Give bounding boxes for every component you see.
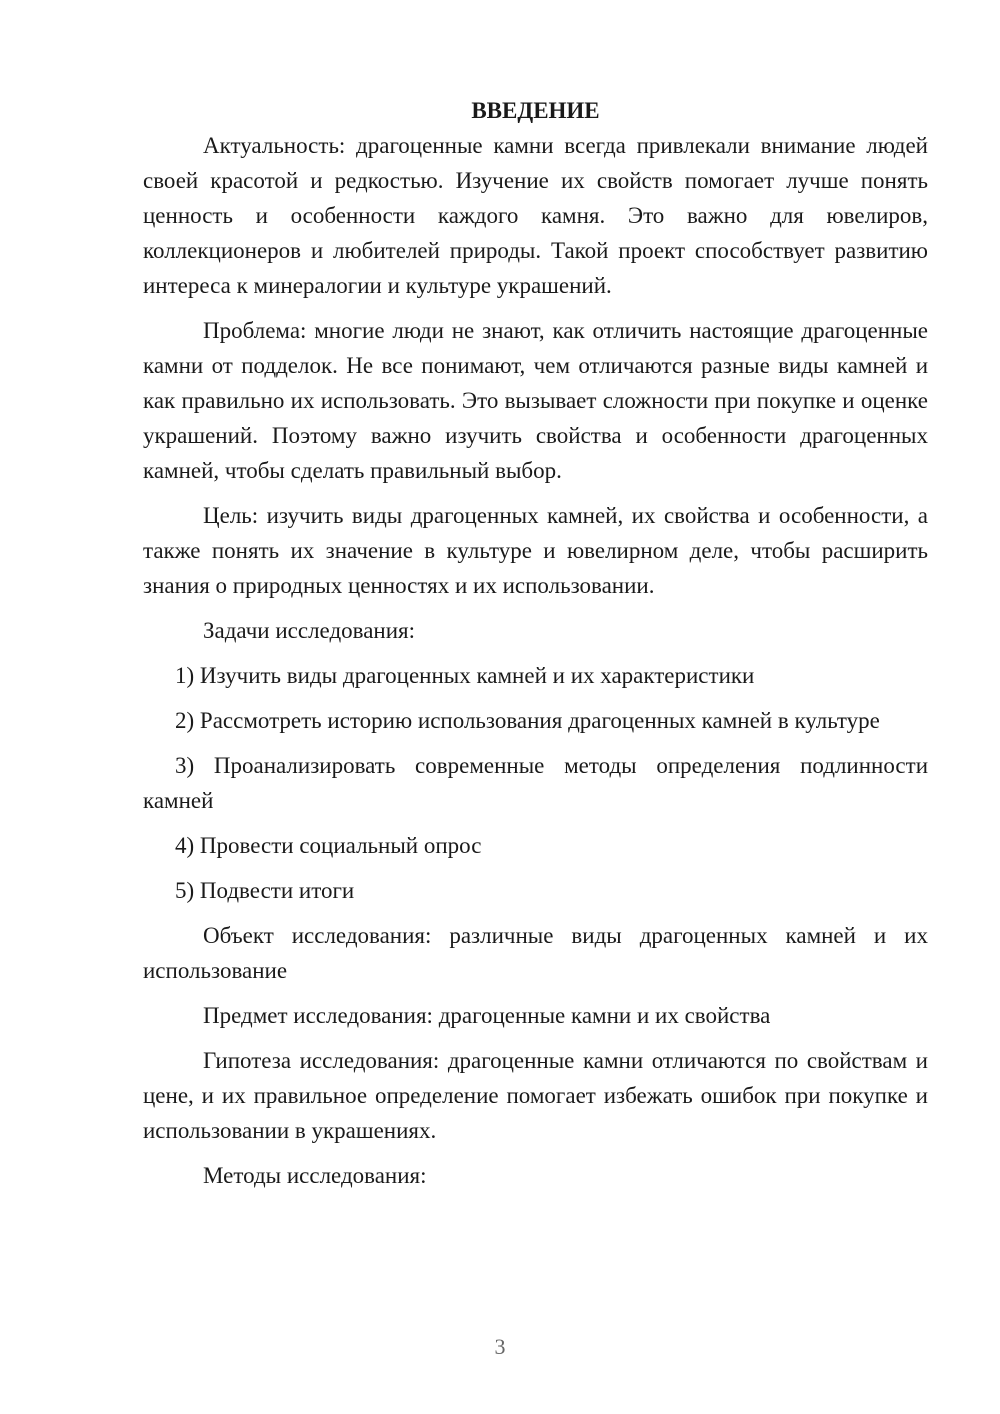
paragraph-subject: Предмет исследования: драгоценные камни и их свойства	[203, 1003, 771, 1028]
methods-heading: Методы исследования:	[203, 1163, 427, 1188]
paragraph-goal: Цель: изучить виды драгоценных камней, их свойства и особенности, а также понять их значение в культуре и ювелирном деле, чтобы расширить знания о природных ценностях и их использовании.	[143, 503, 928, 598]
page-title: ВВЕДЕНИЕ	[471, 98, 600, 123]
paragraph-object: Объект исследования: различные виды драгоценных камней и их использование	[143, 923, 928, 983]
paragraph-problem: Проблема: многие люди не знают, как отличить настоящие драгоценные камни от подделок. Не все понимают, чем отличаются разные виды камней и как правильно их использовать. Это вызывает сложности при покупке и оценке украшений. Поэтому важно изучить свойства и особенности драгоценных камней, чтобы сделать правильный выбор.	[143, 318, 928, 483]
task-item-4: 4) Провести социальный опрос	[175, 833, 482, 858]
paragraph-hypothesis: Гипотеза исследования: драгоценные камни отличаются по свойствам и цене, и их правильное определение помогает избежать ошибок при покупке и использовании в украшениях.	[143, 1048, 928, 1143]
tasks-heading: Задачи исследования:	[203, 618, 416, 643]
page-content	[143, 96, 928, 1203]
page-number: 3	[494, 1334, 506, 1359]
task-item-5: 5) Подвести итоги	[175, 878, 355, 903]
paragraph-relevance: Актуальность: драгоценные камни всегда привлекали внимание людей своей красотой и редкостью. Изучение их свойств помогает лучше понять ценность и особенности каждого камня. Это важно для ювелиров, коллекционеров и любителей природы. Такой проект способствует развитию интереса к минералогии и культуре украшений.	[143, 133, 928, 298]
task-item-3: 3) Проанализировать современные методы определения подлинности камней	[143, 753, 928, 813]
task-item-1: 1) Изучить виды драгоценных камней и их характеристики	[175, 663, 755, 688]
task-item-2: 2) Рассмотреть историю использования драгоценных камней в культуре	[175, 708, 880, 733]
